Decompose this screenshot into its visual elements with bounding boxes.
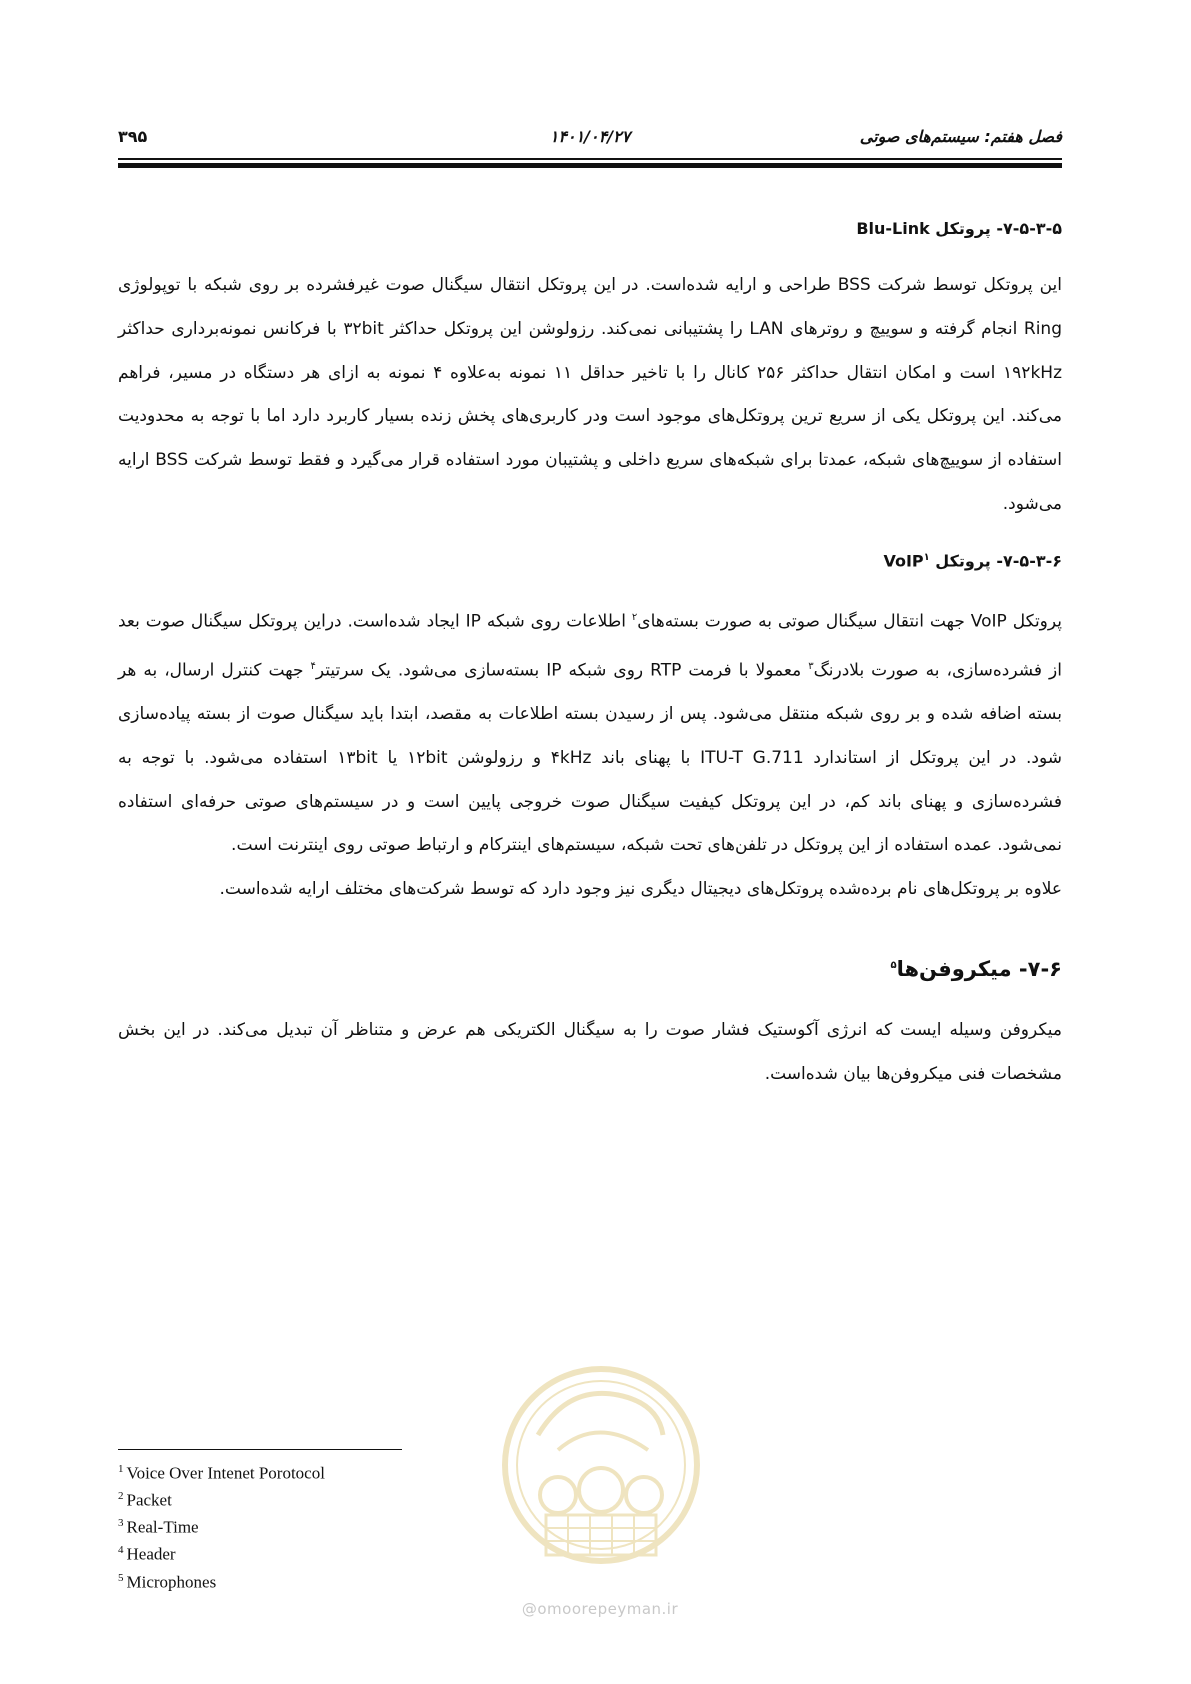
running-header xyxy=(118,127,1062,149)
heading-voip-text: ۷-۵-۳-۶- پروتکل VoIP xyxy=(883,551,1062,571)
footnote-text: Microphones xyxy=(126,1572,217,1592)
page-number: ۳۹۵ xyxy=(118,127,148,146)
footnote-item xyxy=(118,1458,325,1485)
header-rule-thin xyxy=(118,158,1062,160)
watermark-logo xyxy=(498,1355,704,1625)
section-microphones xyxy=(118,952,1062,1097)
section-heading-microphones xyxy=(118,952,1062,983)
section-blu-link xyxy=(118,218,1062,527)
footnote-item xyxy=(118,1567,325,1594)
voip-text-2: اطلاعات روی شبکه IP ایجاد شده‌است. دراین پروتکل سیگنال صوت بعد از فشرده‌سازی، به صورت بلادرنگ xyxy=(118,611,1062,681)
footnote-number: 3 xyxy=(118,1517,124,1530)
footnote-item xyxy=(118,1485,325,1512)
footnote-ref-3: ۳ xyxy=(808,660,814,672)
footnotes xyxy=(118,1458,325,1594)
paragraph-microphones: میکروفن وسیله ایست که انرژی آکوستیک فشار صوت را به سیگنال الکتریکی هم عرض و متناظر آن تبدیل می‌کند. در این بخش مشخصات فنی میکروفن‌ها بیان شده‌است. xyxy=(118,1020,1062,1084)
footnote-item xyxy=(118,1512,325,1539)
paragraph-other-protocols: علاوه بر پروتکل‌های نام برده‌شده پروتکل‌های دیجیتال دیگری نیز وجود دارد که توسط شرکت‌های مختلف ارایه شده‌است. xyxy=(219,879,1062,900)
footnote-ref-1: ۱ xyxy=(923,551,930,563)
footnote-separator xyxy=(118,1449,402,1450)
section-heading-blu-link: ۷-۵-۳-۵- پروتکل Blu-Link xyxy=(856,219,1062,238)
footnote-ref-5: ۵ xyxy=(890,960,897,971)
footnote-number: 1 xyxy=(118,1463,124,1475)
chapter-title: فصل هفتم: سیستم‌های صوتی xyxy=(859,127,1062,146)
footnote-text: Packet xyxy=(126,1490,172,1510)
footnote-ref-2: ۲ xyxy=(631,612,638,624)
header-date: ۱۴۰۱/۰۴/۲۷ xyxy=(549,127,631,146)
footnote-text: Header xyxy=(126,1545,176,1565)
footnote-number: 5 xyxy=(118,1571,124,1584)
voip-text-3: معمولا با فرمت RTP روی شبکه IP بسته‌سازی می‌شود. یک سرتیتر xyxy=(315,660,809,681)
watermark-url: @omoorepeyman.ir xyxy=(521,1600,679,1618)
section-voip xyxy=(118,547,1062,912)
header-rule-thick xyxy=(118,163,1062,168)
footnote-item xyxy=(118,1539,325,1566)
voip-text-1: پروتکل VoIP جهت انتقال سیگنال صوتی به صورت بسته‌های xyxy=(637,611,1063,632)
section-heading-voip xyxy=(118,547,1062,572)
heading-microphones-text: ۷-۶- میکروفن‌ها xyxy=(896,957,1062,981)
paragraph-voip xyxy=(118,596,1062,868)
main-content xyxy=(118,218,1062,1097)
footnote-text: Voice Over Intenet Porotocol xyxy=(126,1463,325,1483)
paragraph-blu-link: این پروتکل توسط شرکت BSS طراحی و ارایه شده‌است. در این پروتکل انتقال سیگنال صوت غیرفشرده بر روی شبکه با توپولوژی Ring انجام گرفته و سوییچ و روترهای LAN را پشتیبانی نمی‌کند. رزولوشن این پروتکل حداکثر ۳۲bit با فرکانس نمونه‌برداری حداکثر ۱۹۲kHz است و امکان انتقال حداکثر ۲۵۶ کانال را با تاخیر حداقل ۱۱ نمونه به‌علاوه ۴ نمونه به ازای هر دستگاه در مسیر، فراهم می‌کند. این پروتکل یکی از سریع ترین پروتکل‌های موجود است ودر کاربری‌های پخش زنده بسیار کاربرد دارد اما با توجه به محدودیت استفاده از سوییچ‌های شبکه، عمدتا برای شبکه‌های سریع داخلی و پشتیبان مورد استفاده قرار می‌گیرد و فقط توسط شرکت BSS ارایه می‌شود. xyxy=(118,275,1063,514)
footnote-number: 2 xyxy=(118,1490,124,1503)
voip-text-4: جهت کنترل ارسال، به هر بسته اضافه شده و بر روی شبکه منتقل می‌شود. پس از رسیدن بسته اطلاعات به مقصد، ابتدا باید سیگنال صوت از بسته پیاده‌سازی شود. در این پروتکل از استاندارد ITU-T G.711 با پهنای باند ۴kHz و رزولوشن ۱۲bit یا ۱۳bit استفاده می‌شود. با توجه به فشرده‌سازی و پهنای باند کم، در این پروتکل کیفیت سیگنال صوت خروجی پایین است و در سیستم‌های صوتی حرفه‌ای استفاده نمی‌شود. عمده استفاده از این پروتکل در تلفن‌های تحت شبکه، سیستم‌های اینترکام و ارتباط صوتی روی اینترنت است. xyxy=(118,660,1063,856)
footnote-number: 4 xyxy=(118,1544,124,1557)
footnote-ref-4: ۴ xyxy=(310,660,316,672)
footnote-text: Real-Time xyxy=(126,1517,199,1537)
